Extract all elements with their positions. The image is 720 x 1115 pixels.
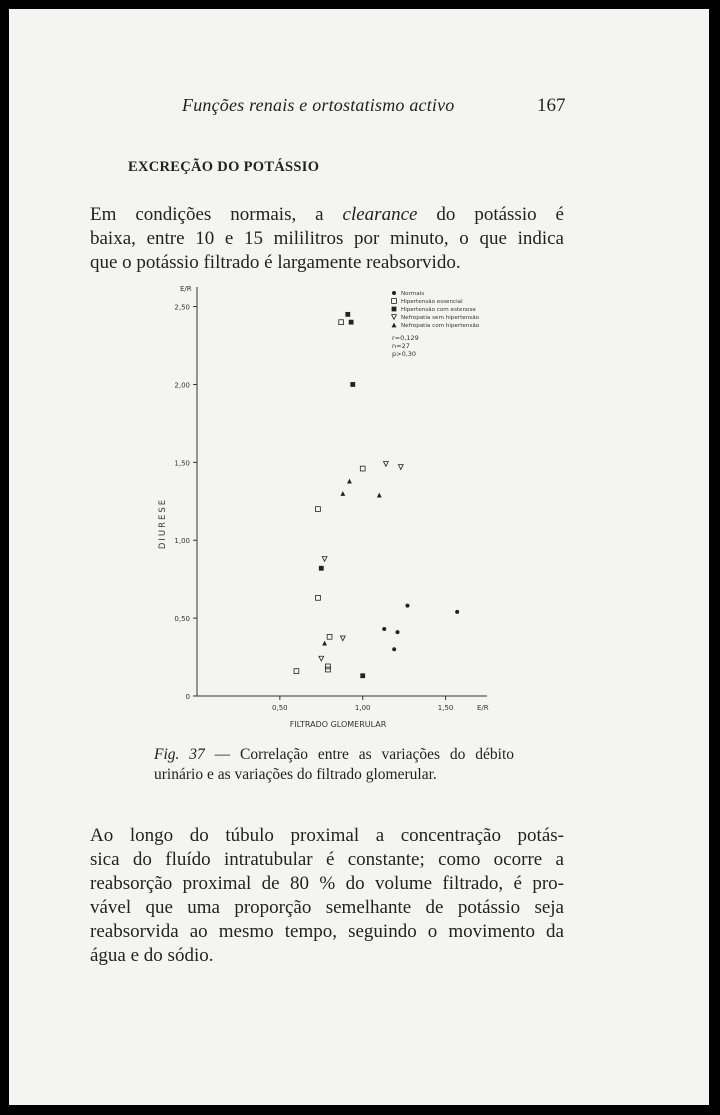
x-axis-title: FILTRADO GLOMERULAR [289, 720, 387, 729]
data-point-filled-square [319, 566, 324, 571]
data-point-filled-square [345, 312, 350, 317]
y-tick-label: 0,50 [174, 615, 190, 624]
data-point-open-square [326, 667, 331, 672]
y-unit-label: E/R [180, 285, 192, 293]
data-point-filled-circle [396, 630, 400, 634]
paragraph-line [90, 203, 564, 227]
paragraph-line: água e do sódio. [90, 945, 214, 966]
data-point-open-square [327, 634, 332, 639]
legend-marker-open-square [392, 299, 397, 304]
data-point-open-square [294, 669, 299, 674]
x-tick-label: 1,50 [437, 704, 454, 712]
data-point-filled-square [350, 382, 355, 387]
paragraph-line: Ao longo do túbulo proximal a concentração potás- [90, 825, 564, 846]
data-point-filled-circle [405, 604, 409, 608]
paragraph-line: vável que uma proporção semelhante de potássio seja [90, 897, 564, 918]
data-point-filled-square [349, 320, 354, 325]
data-point-filled-triangle [347, 479, 352, 484]
stats-label: r=0,129 [392, 334, 419, 342]
legend-entry: Hipertensão essencial [401, 299, 463, 305]
data-point-open-triangle-down [398, 465, 403, 470]
figure-label: Fig. 37 [154, 746, 205, 763]
intro-paragraph [90, 203, 564, 275]
figure-caption [154, 745, 514, 785]
legend-entry: Hipertensão com estenose [401, 307, 476, 313]
legend-entry: Normais [401, 291, 425, 297]
data-point-filled-triangle [377, 493, 382, 498]
italic-term: clearance [342, 204, 418, 225]
data-point-filled-triangle [340, 491, 345, 496]
y-tick-label: 1,00 [174, 537, 190, 546]
x-tick-label: 1,00 [354, 704, 371, 712]
paragraph-line: que o potássio filtrado é largamente reabsorvido. [90, 252, 461, 273]
text-run: do potássio é [417, 204, 564, 225]
text-run: Em condições normais, a [90, 204, 343, 225]
section-heading: EXCREÇÃO DO POTÁSSIO [128, 159, 320, 175]
body-paragraph [90, 824, 564, 968]
data-point-open-square [326, 664, 331, 669]
data-point-filled-circle [392, 647, 396, 651]
page-number: 167 [537, 95, 566, 116]
data-point-open-triangle-down [384, 462, 389, 467]
caption-text: — Correlação entre as variações do débito urinário e as variações do filtrado glomerular. [154, 746, 515, 783]
legend-marker-filled-circle [392, 291, 396, 295]
data-point-open-triangle-down [322, 557, 327, 562]
stats-label: p>0,30 [392, 350, 417, 358]
x-unit-label: E/R [477, 704, 489, 712]
legend-marker-filled-triangle [392, 323, 397, 328]
data-point-open-square [339, 320, 344, 325]
legend-marker-open-triangle-down [392, 315, 397, 320]
y-tick-label: 2,00 [174, 381, 190, 390]
data-point-open-square [360, 466, 365, 471]
y-tick-label: 2,50 [174, 303, 190, 312]
data-point-filled-circle [382, 627, 386, 631]
y-tick-label: 1,50 [174, 459, 190, 468]
x-tick-label: 0,50 [272, 704, 288, 712]
paragraph-line: sica do fluído intratubular é constante; como ocorre a [90, 849, 564, 870]
legend-entry: Nefropatia com hipertensão [401, 323, 480, 329]
data-point-filled-triangle [322, 641, 327, 646]
data-point-open-triangle-down [319, 656, 324, 661]
book-page [9, 9, 709, 1105]
paragraph-line: reabsorção proximal de 80 % do volume filtrado, é pro- [90, 873, 564, 894]
y-axis-title: DIURESE [158, 497, 168, 550]
paragraph-line: baixa, entre 10 e 15 mililitros por minuto, o que indica [90, 228, 564, 249]
legend-marker-filled-square [392, 307, 397, 312]
data-point-filled-circle [455, 610, 459, 614]
data-point-filled-square [360, 673, 365, 678]
data-point-open-square [316, 507, 321, 512]
y-tick-label: 0 [185, 693, 190, 701]
legend-entry: Nefropatia sem hipertensão [401, 315, 480, 321]
data-point-open-triangle-down [340, 636, 345, 641]
data-point-open-square [316, 595, 321, 600]
running-header-title: Funções renais e ortostatismo activo [182, 95, 455, 115]
stats-label: n=27 [392, 342, 410, 350]
paragraph-line: reabsorvida ao mesmo tempo, seguindo o movimento da [90, 921, 564, 942]
